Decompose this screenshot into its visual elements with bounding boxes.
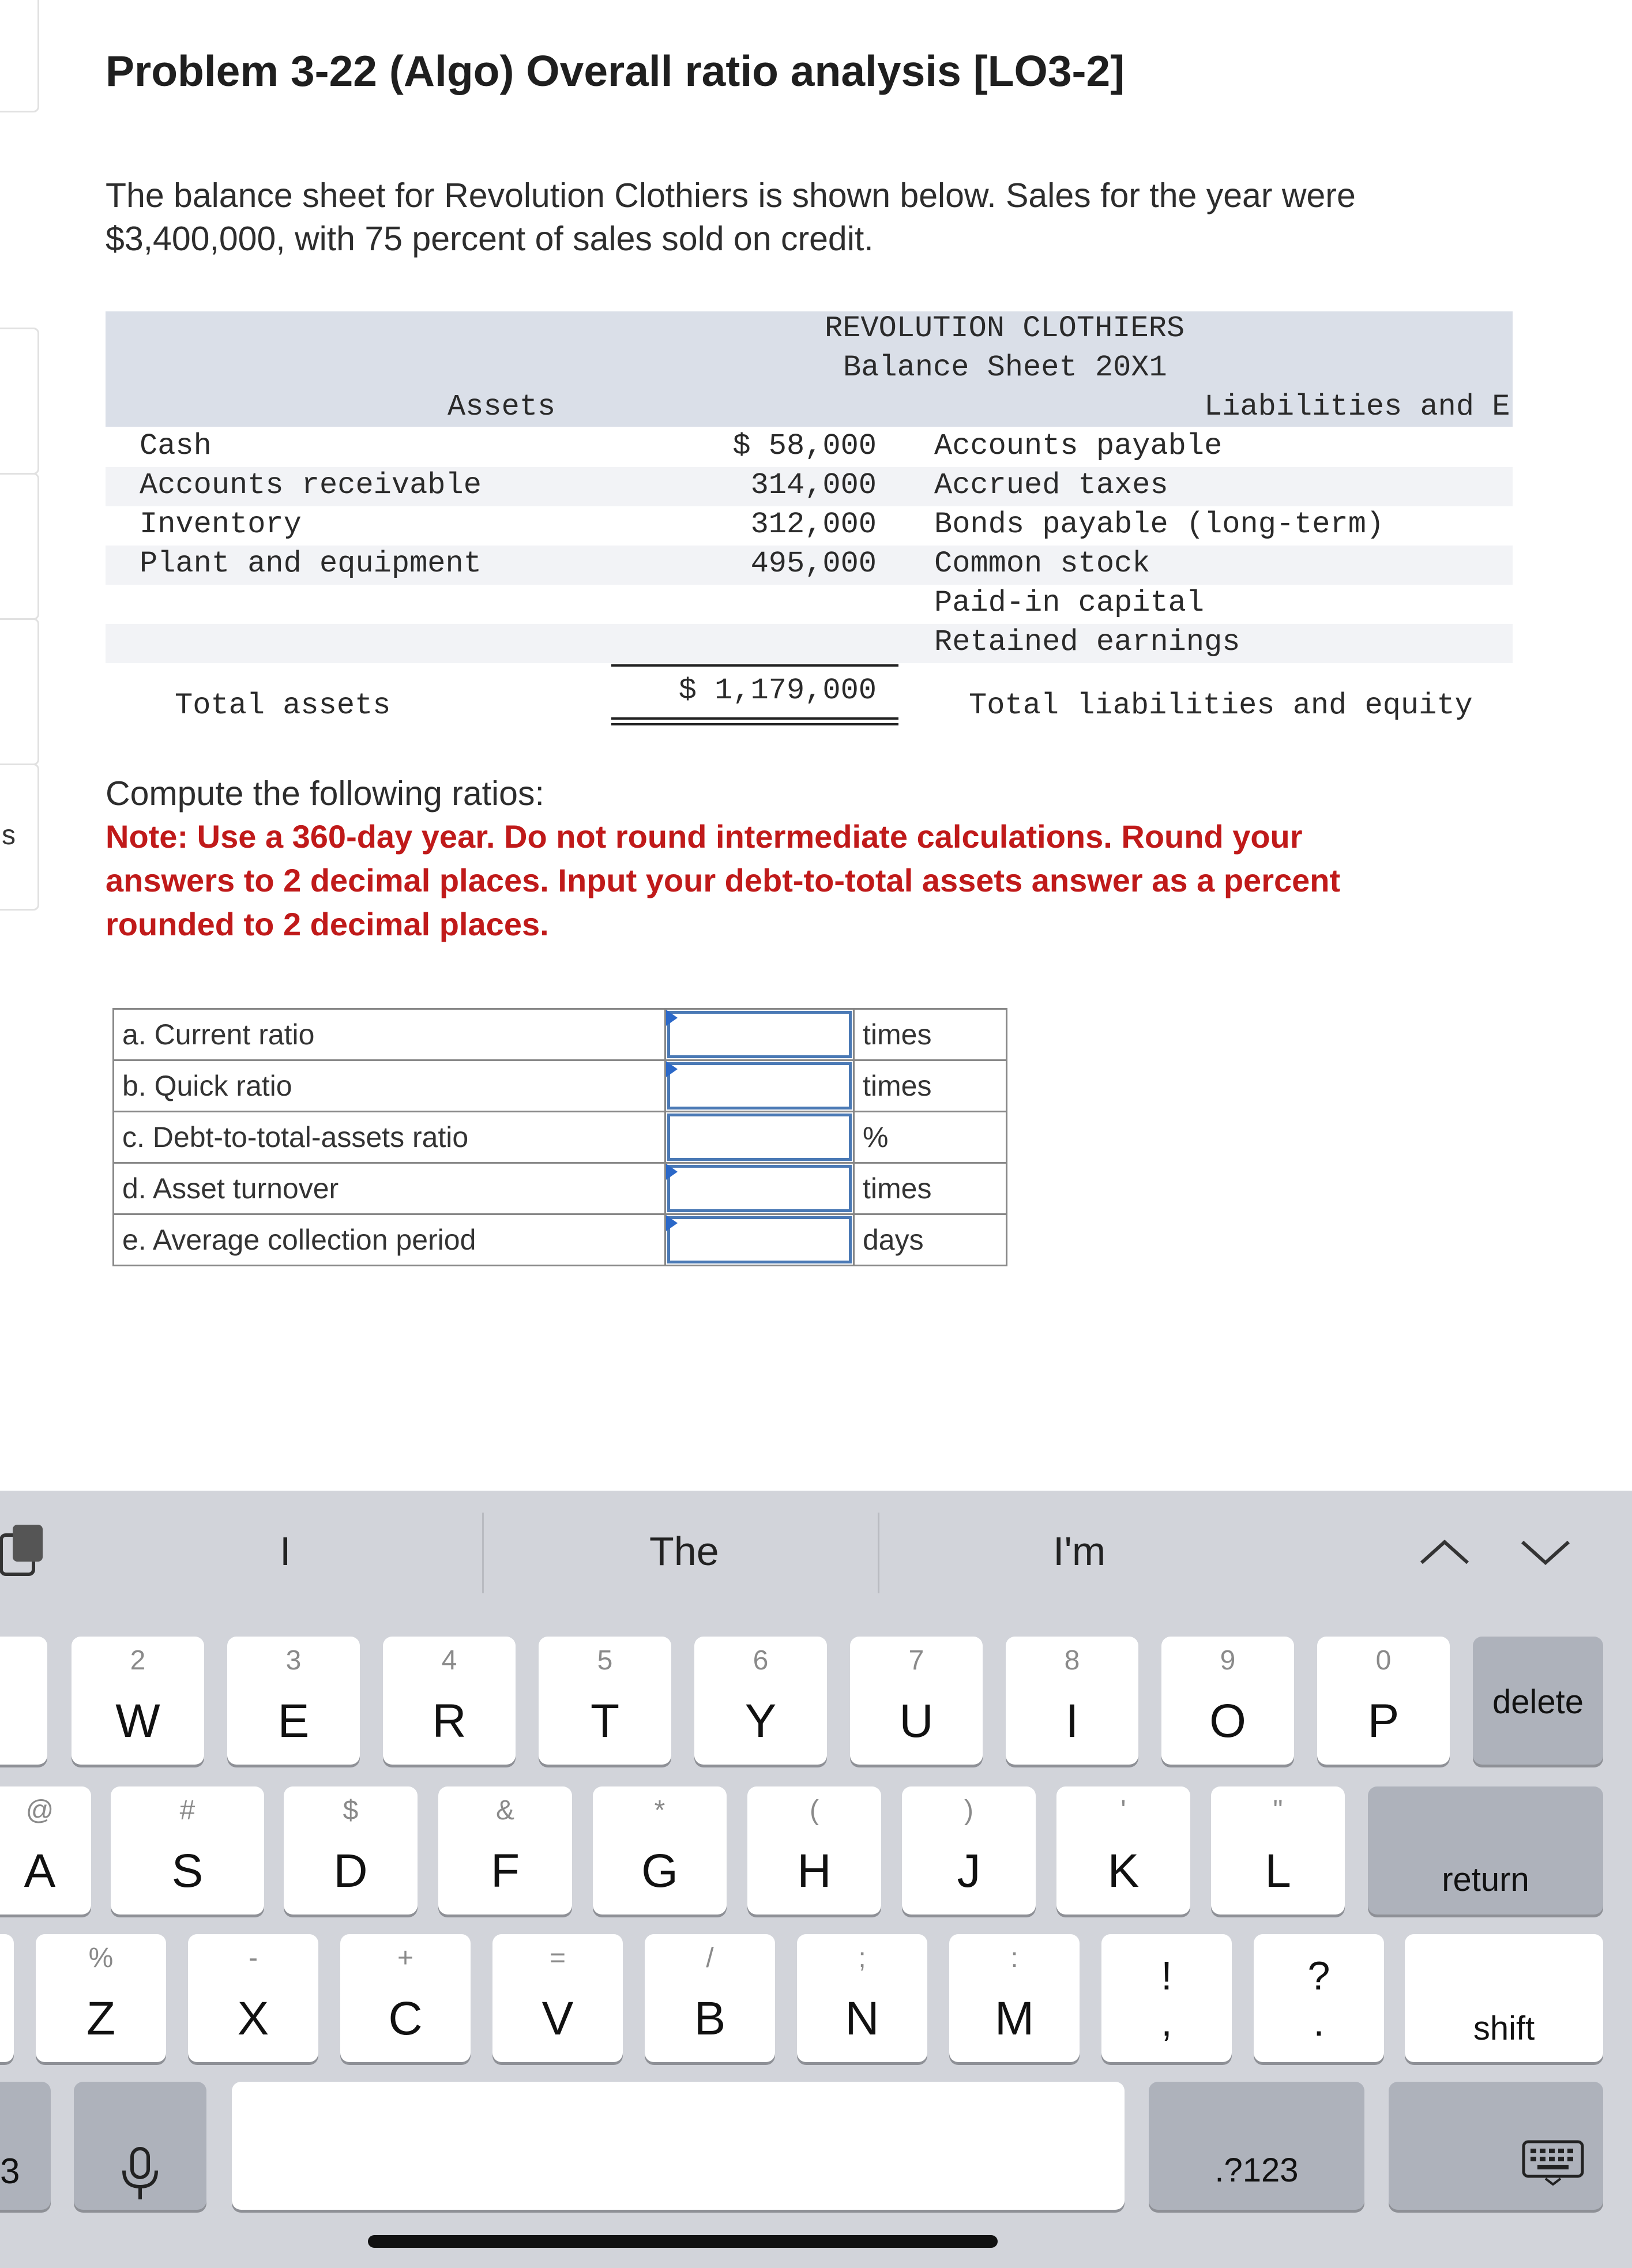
current-ratio-input[interactable] <box>667 1011 852 1058</box>
space-bar[interactable] <box>232 2082 1125 2210</box>
liabilities-header: Liabilities and E <box>1204 390 1510 424</box>
numbers-key-partial[interactable]: 3 <box>0 2082 51 2210</box>
note-line-3: rounded to 2 decimal places. <box>106 906 549 942</box>
total-assets-label: Total assets <box>175 689 391 723</box>
table-row <box>114 1214 1007 1266</box>
table-row <box>114 1163 1007 1214</box>
ratio-label: d. Asset turnover <box>114 1163 665 1214</box>
key-j[interactable]: ) J <box>902 1786 1036 1915</box>
current-ratio-cell <box>665 1009 854 1060</box>
asset-label: Cash <box>140 429 212 463</box>
dictation-key[interactable] <box>74 2082 206 2210</box>
balance-sheet-subtitle: Balance Sheet 20X1 <box>843 351 1167 385</box>
collection-period-input[interactable] <box>667 1216 852 1263</box>
liability-label: Retained earnings <box>934 625 1240 659</box>
key-i[interactable]: 8 I <box>1006 1637 1138 1765</box>
delete-key[interactable]: delete <box>1473 1637 1603 1765</box>
key-t[interactable]: 5 T <box>539 1637 671 1765</box>
key-q-partial[interactable] <box>0 1637 47 1765</box>
liability-label: Common stock <box>934 547 1150 581</box>
input-flag-icon <box>666 1010 678 1026</box>
asset-value: 312,000 <box>750 507 877 541</box>
asset-value: $ 58,000 <box>732 429 877 463</box>
clipboard-icon[interactable] <box>0 1522 46 1586</box>
suggestion-2[interactable]: The <box>649 1529 719 1574</box>
key-n[interactable]: ; N <box>797 1934 927 2062</box>
asset-value: 495,000 <box>750 547 877 581</box>
key-e[interactable]: 3 E <box>227 1637 360 1765</box>
asset-value: 314,000 <box>750 468 877 502</box>
key-comma[interactable]: ! , <box>1101 1934 1232 2062</box>
note-line-1: Note: Use a 360-day year. Do not round intermediate calculations. Round your <box>106 818 1303 855</box>
suggestion-divider <box>482 1513 484 1593</box>
total-double-rule-2 <box>611 723 898 725</box>
input-flag-icon <box>666 1061 678 1077</box>
key-v[interactable]: = V <box>492 1934 623 2062</box>
asset-turnover-cell <box>665 1163 854 1214</box>
key-k[interactable]: ' K <box>1056 1786 1190 1915</box>
key-u[interactable]: 7 U <box>850 1637 983 1765</box>
ratio-unit: times <box>854 1060 1007 1112</box>
intro-line-2: $3,400,000, with 75 percent of sales sold on credit. <box>106 220 874 258</box>
debt-ratio-input[interactable] <box>667 1114 852 1161</box>
collection-period-cell <box>665 1214 854 1266</box>
intro-line-1: The balance sheet for Revolution Clothiers is shown below. Sales for the year were <box>106 176 1356 215</box>
key-r[interactable]: 4 R <box>383 1637 516 1765</box>
table-row <box>114 1060 1007 1112</box>
key-d[interactable]: $ D <box>284 1786 418 1915</box>
numbers-key[interactable]: .?123 <box>1149 2082 1364 2210</box>
nav-panel-3[interactable] <box>0 618 39 765</box>
key-a[interactable]: @ A <box>0 1786 91 1915</box>
table-row <box>114 1112 1007 1163</box>
total-assets-value: $ 1,179,000 <box>678 674 877 708</box>
key-y[interactable]: 6 Y <box>694 1637 827 1765</box>
asset-turnover-input[interactable] <box>667 1165 852 1212</box>
key-z[interactable]: % Z <box>36 1934 166 2062</box>
quick-ratio-cell <box>665 1060 854 1112</box>
asset-label: Accounts receivable <box>140 468 482 502</box>
suggestion-divider <box>878 1513 879 1593</box>
microphone-icon <box>117 2145 163 2203</box>
ratio-label: e. Average collection period <box>114 1214 665 1266</box>
key-b[interactable]: / B <box>645 1934 775 2062</box>
shift-key[interactable]: shift <box>1405 1934 1603 2062</box>
liability-label: Accrued taxes <box>934 468 1168 502</box>
total-rule-top <box>611 664 898 667</box>
key-l[interactable]: " L <box>1211 1786 1345 1915</box>
row-band <box>106 624 1513 663</box>
input-flag-icon <box>666 1215 678 1231</box>
key-x[interactable]: - X <box>188 1934 318 2062</box>
input-flag-icon <box>666 1164 678 1180</box>
asset-label: Plant and equipment <box>140 547 482 581</box>
debt-ratio-cell <box>665 1112 854 1163</box>
quick-ratio-input[interactable] <box>667 1062 852 1109</box>
shift-left-partial[interactable] <box>0 1934 14 2062</box>
liability-label: Paid-in capital <box>934 586 1205 620</box>
ratio-label: a. Current ratio <box>114 1009 665 1060</box>
key-period[interactable]: ? . <box>1254 1934 1384 2062</box>
ratio-label: c. Debt-to-total-assets ratio <box>114 1112 665 1163</box>
ratio-label: b. Quick ratio <box>114 1060 665 1112</box>
return-key[interactable]: return <box>1368 1786 1603 1915</box>
asset-label: Inventory <box>140 507 302 541</box>
problem-title: Problem 3-22 (Algo) Overall ratio analysis [LO3-2] <box>106 47 1125 95</box>
total-double-rule-1 <box>611 717 898 720</box>
ratio-unit: days <box>854 1214 1007 1266</box>
chevron-down-icon[interactable] <box>1517 1534 1574 1569</box>
key-g[interactable]: * G <box>593 1786 727 1915</box>
keyboard-switch-key[interactable] <box>1389 2082 1603 2210</box>
liability-label: Accounts payable <box>934 429 1223 463</box>
suggestion-1[interactable]: I <box>280 1529 291 1574</box>
nav-panel-2[interactable] <box>0 473 39 620</box>
liability-label: Bonds payable (long-term) <box>934 507 1385 541</box>
key-c[interactable]: + C <box>340 1934 471 2062</box>
compute-instruction: Compute the following ratios: <box>106 774 544 813</box>
key-f[interactable]: & F <box>438 1786 572 1915</box>
nav-panel-4[interactable] <box>0 763 39 911</box>
total-liabilities-label: Total liabilities and equity <box>969 689 1473 723</box>
nav-panel-top[interactable] <box>0 0 39 112</box>
chevron-up-icon[interactable] <box>1416 1534 1473 1569</box>
ratio-unit: times <box>854 1163 1007 1214</box>
assets-header: Assets <box>448 390 556 424</box>
suggestion-3[interactable]: I'm <box>1053 1529 1106 1574</box>
keyboard-icon <box>1521 2139 1585 2186</box>
key-s[interactable]: # S <box>111 1786 264 1915</box>
key-h[interactable]: ( H <box>747 1786 881 1915</box>
key-p[interactable]: 0 P <box>1317 1637 1450 1765</box>
table-row <box>114 1009 1007 1060</box>
home-indicator[interactable] <box>368 2235 998 2248</box>
note-line-2: answers to 2 decimal places. Input your debt-to-total assets answer as a percent <box>106 862 1341 898</box>
key-m[interactable]: : M <box>949 1934 1080 2062</box>
ratio-unit: times <box>854 1009 1007 1060</box>
ratio-unit: % <box>854 1112 1007 1163</box>
key-w[interactable]: 2 W <box>72 1637 204 1765</box>
company-name: REVOLUTION CLOTHIERS <box>825 311 1185 345</box>
key-o[interactable]: 9 O <box>1161 1637 1294 1765</box>
nav-letter: s <box>2 820 16 851</box>
nav-panel-1[interactable] <box>0 328 39 475</box>
ratio-answer-table <box>112 1008 1007 1266</box>
